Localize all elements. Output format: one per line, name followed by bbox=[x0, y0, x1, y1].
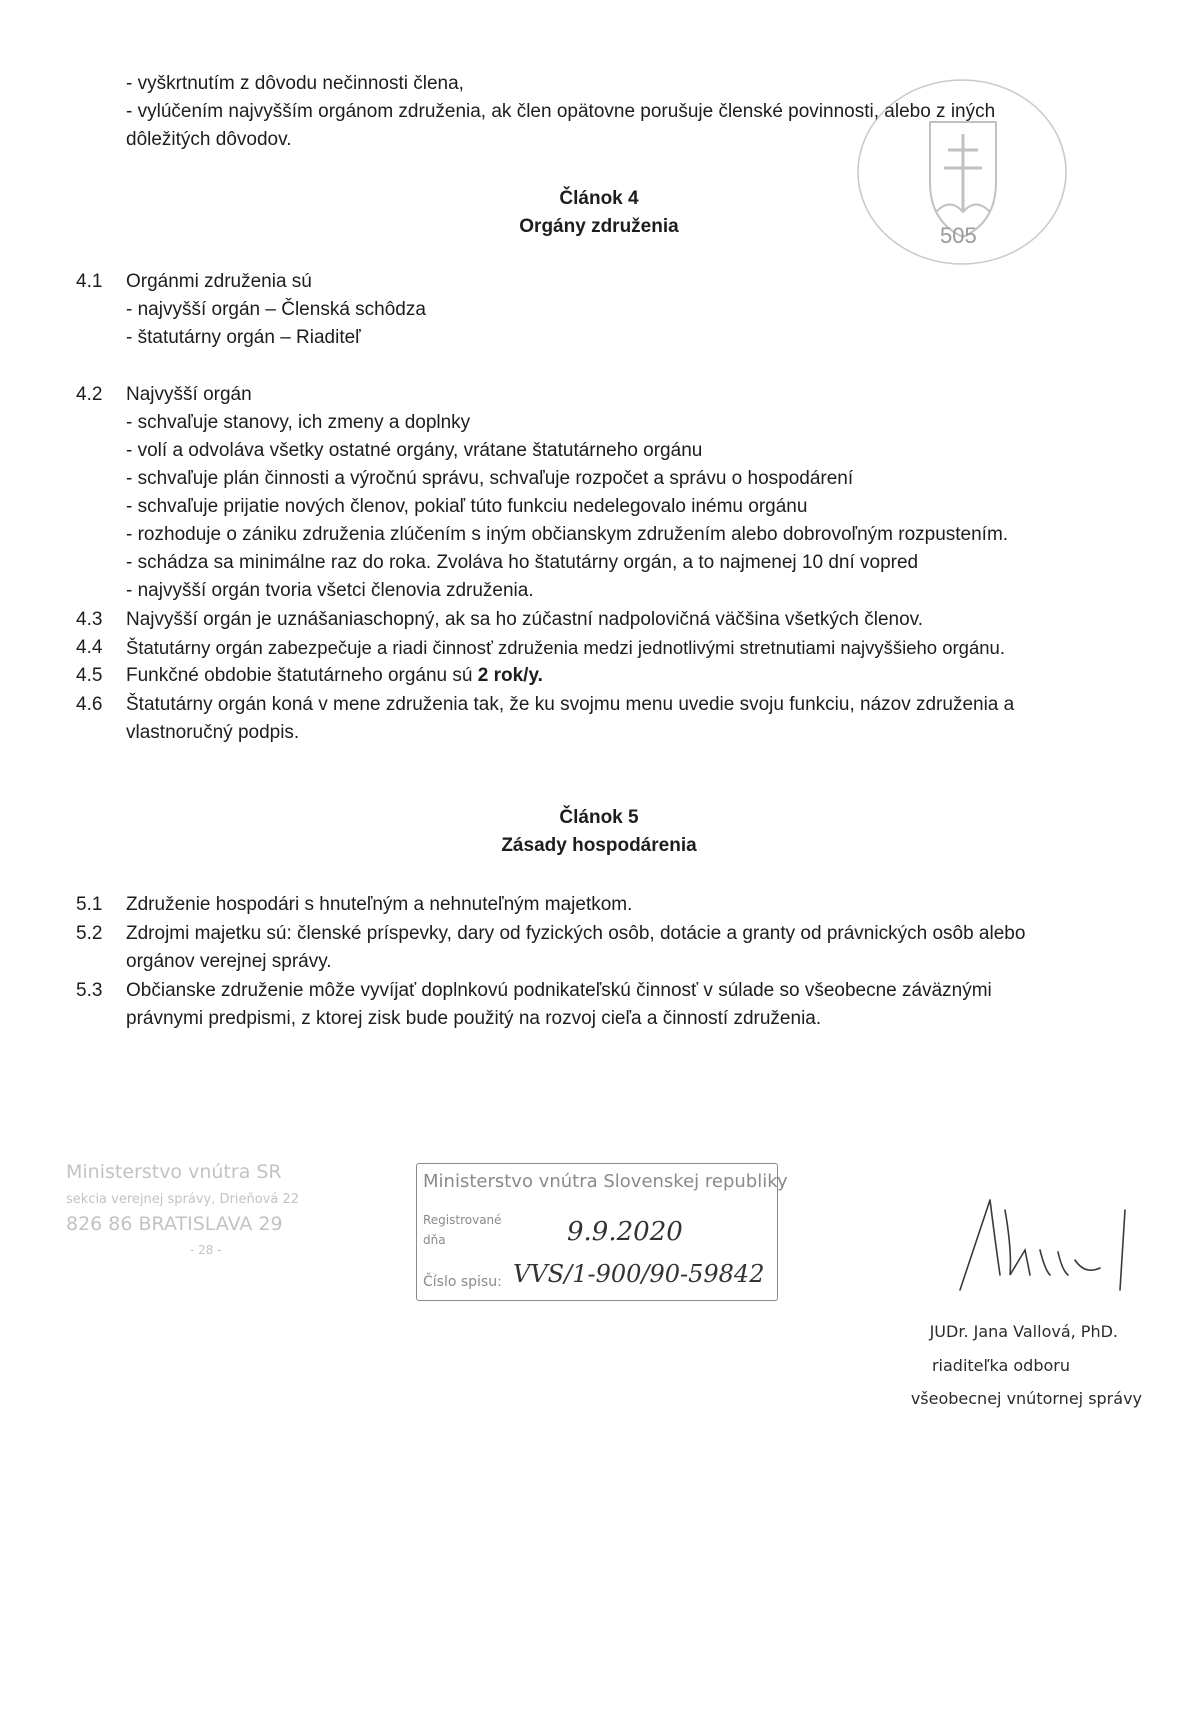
para-text: Štatutárny orgán koná v mene združenia tak, že ku svojmu menu uvedie svoju funkciu, názov združenia a bbox=[126, 694, 1015, 715]
para-text: Združenie hospodári s hnuteľným a nehnuteľným majetkom. bbox=[126, 894, 633, 915]
art3-line: - vylúčením najvyšším orgánom združenia, ak člen opätovne porušuje členské povinnosti, alebo z iných bbox=[126, 101, 996, 122]
para-number: 4.4 bbox=[76, 637, 103, 658]
stamp-label: dňa bbox=[423, 1233, 446, 1247]
para-text: orgánov verejnej správy. bbox=[126, 951, 332, 972]
list-item: - schvaľuje prijatie nových členov, pokiaľ túto funkciu nedelegovalo inému orgánu bbox=[126, 496, 808, 517]
signer-name: JUDr. Jana Vallová, PhD. bbox=[929, 1322, 1118, 1341]
stamp-title: Ministerstvo vnútra Slovenskej republiky bbox=[423, 1171, 788, 1192]
stamp-line: - 28 - bbox=[190, 1243, 222, 1257]
stamp-line: Ministerstvo vnútra SR bbox=[66, 1161, 282, 1183]
art3-line: - vyškrtnutím z dôvodu nečinnosti člena, bbox=[126, 73, 464, 94]
stamp-line: 826 86 BRATISLAVA 29 bbox=[66, 1213, 283, 1235]
para-text: Občianske združenie môže vyvíjať doplnkovú podnikateľskú činnosť v súlade so všeobecne záväznými bbox=[126, 980, 992, 1001]
para-text: Zdrojmi majetku sú: členské príspevky, dary od fyzických osôb, dotácie a granty od právnických osôb alebo bbox=[126, 923, 1026, 944]
term-value: 2 rok/y. bbox=[477, 665, 543, 686]
stamp-label: Registrované bbox=[423, 1213, 502, 1227]
para-text: Najvyšší orgán bbox=[126, 384, 252, 405]
registration-stamp bbox=[416, 1163, 788, 1301]
signer-role: všeobecnej vnútornej správy bbox=[910, 1389, 1142, 1408]
para-number: 5.3 bbox=[76, 980, 103, 1001]
stamp-label: Číslo spisu: bbox=[423, 1274, 502, 1290]
stamp-file-number: VVS/1-900/90-59842 bbox=[513, 1260, 765, 1288]
stamp-date: 9.9.2020 bbox=[567, 1217, 683, 1247]
stamp-line: sekcia verejnej správy, Drieňová 22 bbox=[66, 1192, 299, 1207]
para-number: 4.2 bbox=[76, 384, 103, 405]
para-number: 4.5 bbox=[76, 665, 103, 686]
article-4-subheading: Orgány združenia bbox=[519, 216, 679, 237]
list-item: - schvaľuje plán činnosti a výročnú správu, schvaľuje rozpočet a správu o hospodárení bbox=[126, 468, 854, 489]
emblem-number: 505 bbox=[940, 223, 977, 248]
para-text: právnymi predpismi, z ktorej zisk bude použitý na rozvoj cieľa a činností združenia. bbox=[126, 1008, 822, 1029]
list-item: - rozhoduje o zániku združenia zlúčením s iným občianskym združením alebo dobrovoľným rozpustením. bbox=[126, 524, 1009, 545]
para-text-main: Funkčné obdobie štatutárneho orgánu sú bbox=[126, 665, 473, 686]
signer-role: riaditeľka odboru bbox=[931, 1356, 1070, 1375]
list-item: - najvyšší orgán tvoria všetci členovia združenia. bbox=[126, 580, 534, 601]
list-item: - schádza sa minimálne raz do roka. Zvoláva ho štatutárny orgán, a to najmenej 10 dní vopred bbox=[126, 552, 919, 573]
list-item: - volí a odvoláva všetky ostatné orgány, vrátane štatutárneho orgánu bbox=[126, 440, 703, 461]
list-item: - najvyšší orgán – Členská schôdza bbox=[126, 299, 426, 320]
para-number: 5.2 bbox=[76, 923, 103, 944]
para-number: 4.1 bbox=[76, 271, 103, 292]
signature-icon bbox=[950, 1180, 1150, 1300]
para-text: vlastnoručný podpis. bbox=[126, 722, 300, 743]
para-number: 5.1 bbox=[76, 894, 103, 915]
para-number: 4.6 bbox=[76, 694, 103, 715]
article-5-heading: Článok 5 bbox=[559, 807, 639, 828]
ministry-stamp bbox=[60, 1158, 380, 1268]
para-text: Štatutárny orgán zabezpečuje a riadi činnosť združenia medzi jednotlivými stretnutiami najvyššieho orgánu. bbox=[126, 637, 1005, 658]
para-text: Orgánmi združenia sú bbox=[126, 271, 312, 292]
para-number: 4.3 bbox=[76, 609, 103, 630]
article-4-heading: Článok 4 bbox=[559, 188, 639, 209]
art3-line: dôležitých dôvodov. bbox=[126, 129, 292, 150]
para-text: Najvyšší orgán je uznášaniaschopný, ak sa ho zúčastní nadpolovičná väčšina všetkých členov. bbox=[126, 609, 924, 630]
list-item: - schvaľuje stanovy, ich zmeny a doplnky bbox=[126, 412, 471, 433]
para-text bbox=[126, 662, 543, 690]
article-5-subheading: Zásady hospodárenia bbox=[501, 835, 697, 856]
list-item: - štatutárny orgán – Riaditeľ bbox=[126, 327, 361, 348]
